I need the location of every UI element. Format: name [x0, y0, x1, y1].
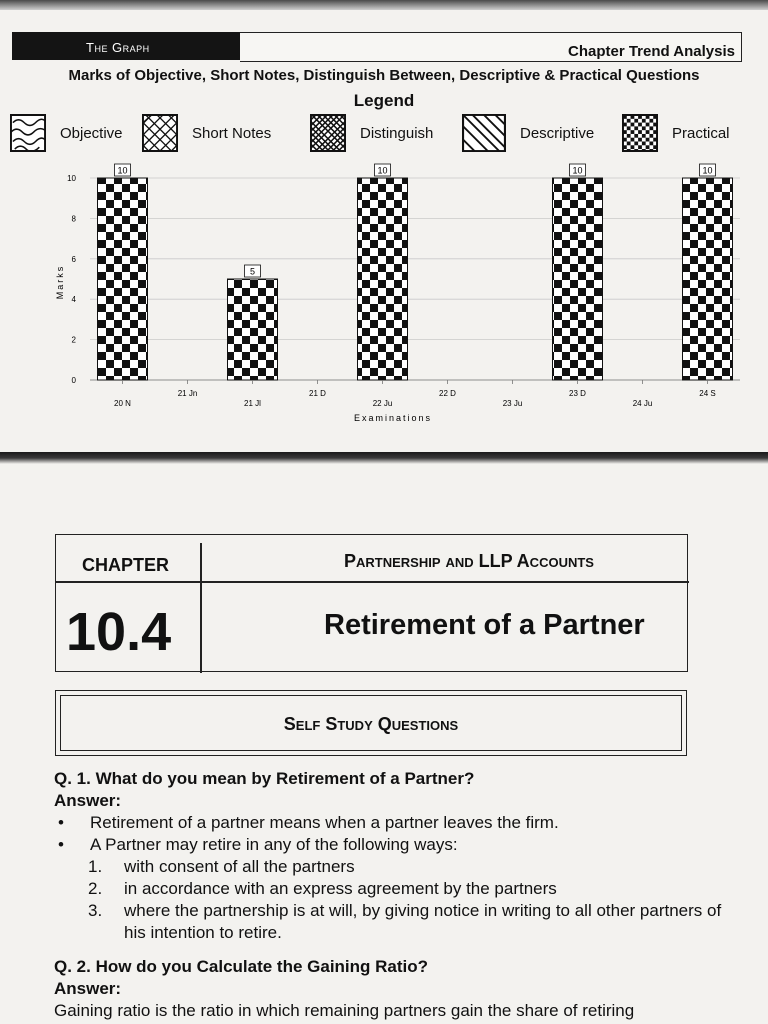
y-tick-label: 2: [71, 335, 76, 345]
numbered-item: [54, 878, 744, 900]
graph-header-right: Chapter Trend Analysis: [240, 32, 742, 62]
item-text: with consent of all the partners: [124, 857, 355, 876]
section-divider: [0, 452, 768, 464]
bar: [98, 178, 148, 380]
legend-label: Distinguish: [360, 124, 434, 142]
x-tick-label: 21 D: [309, 389, 326, 398]
self-study-banner: [55, 690, 687, 756]
bar: [358, 178, 408, 380]
item-number: 1.: [88, 857, 103, 876]
y-tick-label: 8: [71, 214, 76, 224]
chapter-box-divider-h: [56, 581, 689, 583]
chapter-number: 10.4: [66, 602, 172, 662]
chapter-title: Retirement of a Partner: [324, 609, 645, 641]
y-tick-label: 6: [71, 254, 76, 264]
chapter-box-divider-v: [200, 543, 202, 673]
bar: [553, 178, 603, 380]
checkerboard-pattern-icon: [622, 114, 658, 152]
legend-label: Short Notes: [192, 124, 272, 142]
item-number: 3.: [88, 901, 103, 920]
item-text: in accordance with an express agreement by the partners: [124, 879, 557, 898]
graph-header: [12, 30, 742, 64]
page-edge-shadow: [0, 0, 768, 10]
legend-item-objective: [10, 114, 123, 152]
chapter-box: [55, 534, 688, 672]
graph-header-left: The Graph: [12, 32, 240, 60]
x-tick-label: 24 S: [699, 389, 716, 398]
chapter-label: CHAPTER: [82, 555, 170, 575]
chapter-section: Partnership and LLP Accounts: [344, 551, 594, 571]
legend: [10, 114, 750, 154]
x-tick-label: 21 Jl: [244, 399, 261, 408]
data-label: 5: [249, 266, 256, 277]
bar: [228, 279, 278, 380]
legend-item-short-notes: [142, 114, 271, 152]
y-axis-label: Marks: [55, 264, 65, 300]
x-tick-label: 21 Jn: [177, 389, 198, 398]
x-tick-label: 22 D: [439, 389, 456, 398]
x-tick-label: 23 Ju: [502, 399, 523, 408]
answer-label: Answer:: [54, 979, 122, 998]
legend-item-practical: [622, 114, 730, 152]
trend-bar-chart: [50, 160, 750, 435]
x-tick-label: 20 N: [114, 399, 131, 408]
cross-hatch-pattern-icon: [310, 114, 346, 152]
bullet-item: • A Partner may retire in any of the following ways:: [54, 834, 744, 856]
legend-label: Practical: [672, 124, 730, 142]
wavy-pattern-icon: [10, 114, 46, 152]
legend-item-descriptive: [462, 114, 594, 152]
bullet-item: • Retirement of a partner means when a partner leaves the firm.: [54, 812, 744, 834]
self-study-title: Self Study Questions: [60, 695, 682, 751]
diamond-lattice-pattern-icon: [142, 114, 178, 152]
x-tick-label: 22 Ju: [372, 399, 393, 408]
answer-label: Answer:: [54, 791, 122, 810]
x-tick-label: 23 D: [569, 389, 586, 398]
legend-label: Descriptive: [520, 124, 595, 142]
legend-label: Objective: [60, 124, 123, 142]
y-tick-label: 10: [67, 174, 76, 183]
graph-subtitle: Marks of Objective, Short Notes, Distinguish Between, Descriptive & Practical Questions: [68, 67, 700, 84]
y-tick-label: 4: [71, 295, 76, 305]
data-label: 10: [572, 165, 583, 176]
legend-title: Legend: [353, 91, 415, 110]
question-1: Q. 1. What do you mean by Retirement of a Partner?: [54, 769, 475, 788]
item-number: 2.: [88, 879, 103, 898]
numbered-item: [54, 856, 744, 878]
numbered-item: [54, 900, 744, 944]
diagonal-lines-pattern-icon: [462, 114, 506, 152]
y-tick-label: 0: [71, 376, 76, 385]
item-text: where the partnership is at will, by giving notice in writing to all other partners of his intention to retire.: [124, 901, 722, 942]
legend-item-distinguish: [310, 114, 433, 152]
bar: [683, 178, 733, 380]
x-tick-label: 24 Ju: [632, 399, 653, 408]
question-2: Q. 2. How do you Calculate the Gaining Ratio?: [54, 957, 429, 976]
x-axis-label: Examinations: [353, 413, 433, 423]
data-label: 10: [702, 165, 713, 176]
data-label: 10: [377, 165, 388, 176]
questions-content: [54, 768, 744, 1022]
data-label: 10: [117, 165, 128, 176]
answer-text: Gaining ratio is the ratio in which remaining partners gain the share of retiring: [54, 1001, 635, 1020]
